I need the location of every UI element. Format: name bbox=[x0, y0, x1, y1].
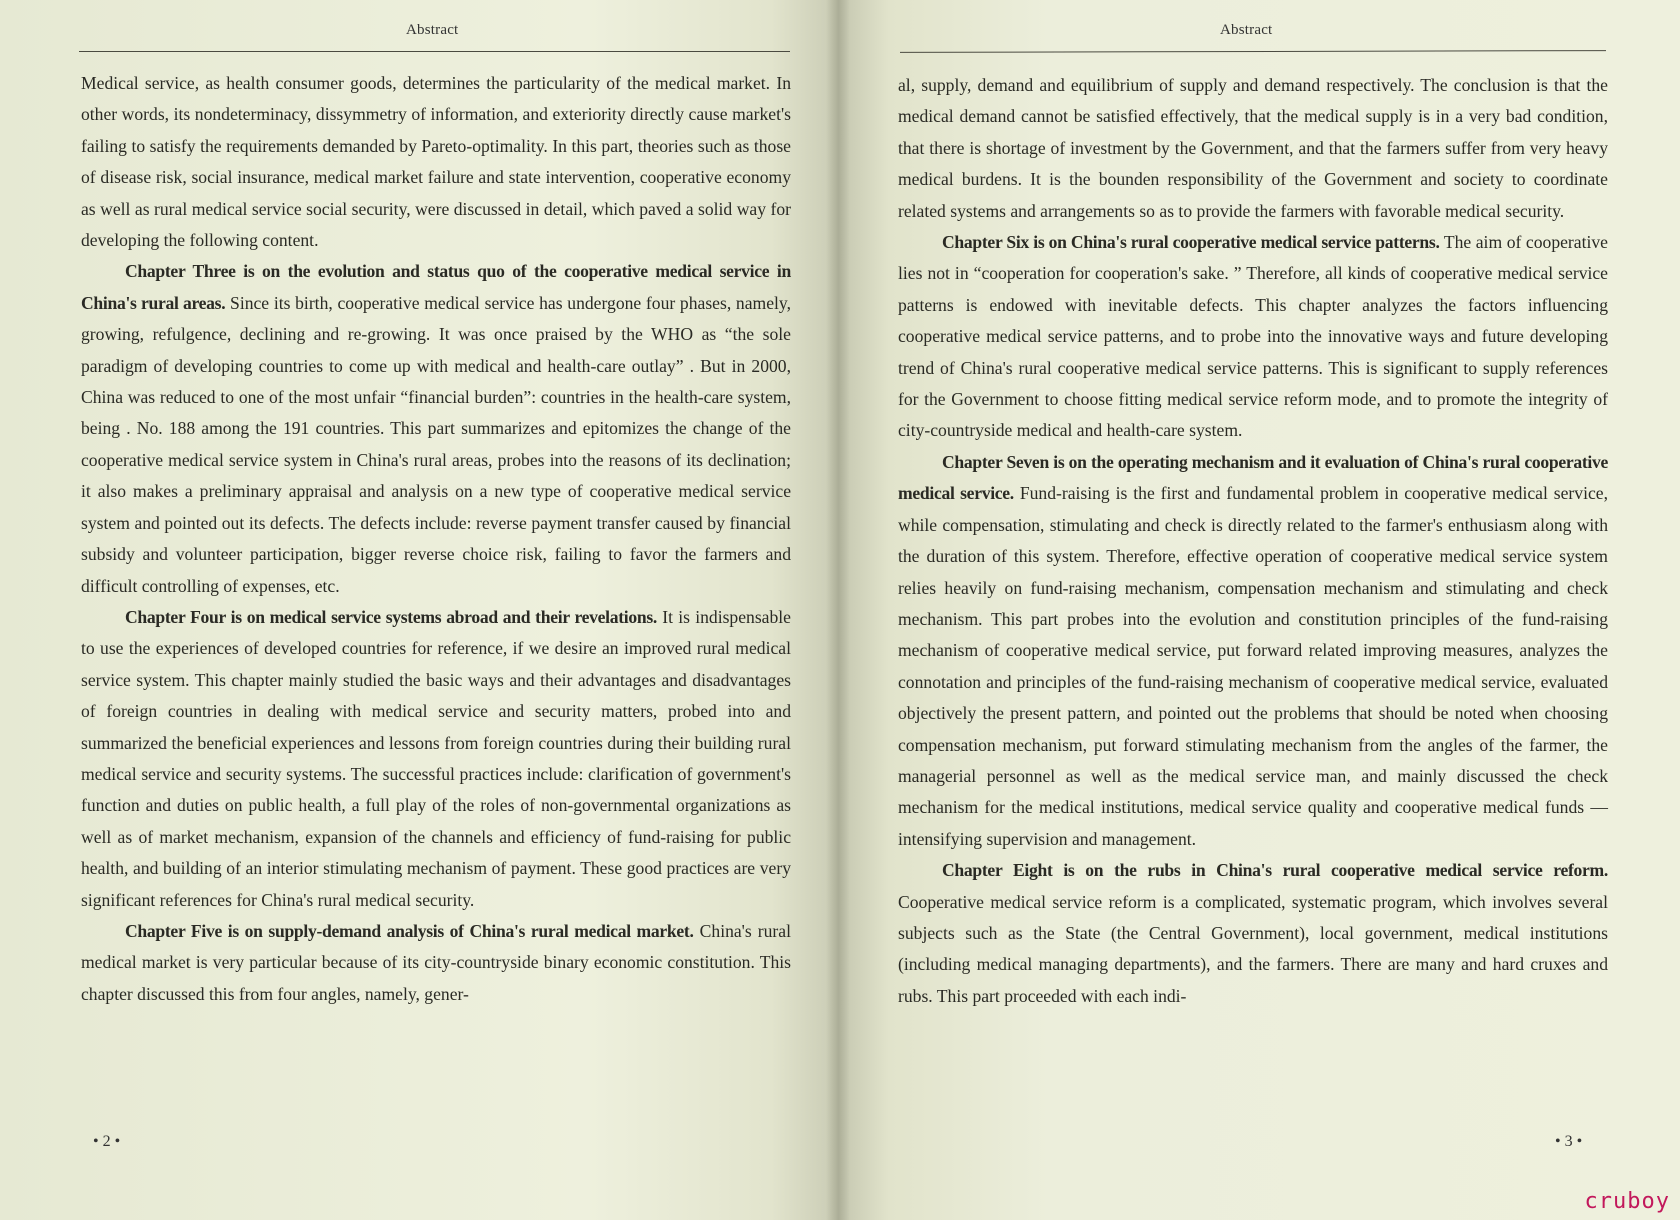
page-number: • 2 • bbox=[93, 1133, 121, 1150]
paragraph bbox=[81, 916, 791, 1010]
body-text bbox=[81, 68, 791, 1010]
paragraph bbox=[81, 602, 791, 916]
running-head: Abstract bbox=[406, 22, 459, 38]
header-rule bbox=[900, 50, 1606, 53]
paragraph-text: Cooperative medical service reform is a complicated, systematic program, which involves several subjects such as the State (the Central Government), local government, medical institutions (including medical managing departments), and the farmers. There are many and hard cruxes and rubs. This part proceeded with each indi- bbox=[898, 891, 1608, 1006]
paragraph bbox=[898, 70, 1608, 227]
book-gutter bbox=[826, 0, 850, 1220]
page-number: • 3 • bbox=[1555, 1133, 1583, 1150]
chapter-heading: Chapter Four is on medical service systems abroad and their revelations. bbox=[125, 606, 658, 627]
header-rule bbox=[79, 51, 790, 52]
paragraph-text: al, supply, demand and equilibrium of supply and demand respectively. The conclusion is that the medical demand cannot be satisfied effectively, that the medical supply is in a very bad condition, that there is shortage of investment by the Government, and that the farmers suffer from very heavy medical burdens. It is the bounden responsibility of the Government and society to coordinate related systems and arrangements so as to provide the farmers with favorable medical security. bbox=[898, 75, 1608, 221]
paragraph bbox=[81, 256, 791, 601]
paragraph-text: It is indispensable to use the experiences of developed countries for reference, if we desire an improved rural medical service system. This chapter mainly studied the basic ways and their advantages and disadvantages of foreign countries in dealing with medical service and security matters, probed into and summarized the beneficial experiences and lessons from foreign countries during their building rural medical service and security systems. The successful practices include: clarification of government's function and duties on public health, a full play of the roles of non-governmental organizations as well as of market mechanism, expansion of the channels and efficiency of fund-raising for public health, and building of an interior stimulating mechanism of payment. These good practices are very significant references for China's rural medical security. bbox=[81, 606, 791, 910]
paragraph-text: Fund-raising is the first and fundamental problem in cooperative medical service, while compensation, stimulating and check is directly related to the farmer's enthusiasm along with the duration of this system. Therefore, effective operation of cooperative medical service system relies heavily on fund-raising mechanism, compensation mechanism and stimulating and check mechanism. This part probes into the evolution and constitution principles of the fund-raising mechanism of cooperative medical service, put forward related improving measures, analyzes the connotation and principles of the fund-raising mechanism of cooperative medical service, evaluated objectively the present pattern, and pointed out the problems that should be noted when choosing compensation mechanism, put forward stimulating mechanism from the angles of the farmer, the managerial personnel as well as the medical service man, and mainly discussed the check mechanism for the medical institutions, medical service quality and cooperative medical funds — intensifying supervision and management. bbox=[898, 483, 1608, 849]
paragraph-text: The aim of cooperative lies not in “cooperation for cooperation's sake. ” Therefore, all kinds of cooperative medical service patterns is endowed with inevitable defects. This chapter analyzes the factors influencing cooperative medical service patterns, and to probe into the innovative ways and future developing trend of China's rural cooperative medical service patterns. This is significant to supply references for the Government to choose fitting medical service reform mode, and to promote the integrity of city-countryside medical and health-care system. bbox=[898, 232, 1608, 441]
chapter-heading: Chapter Three is on the evolution and status quo of the cooperative medical service in China's rural areas. bbox=[81, 261, 791, 313]
right-page bbox=[838, 0, 1680, 1220]
paragraph-text: Medical service, as health consumer goods, determines the particularity of the medical market. In other words, its nondeterminacy, dissymmetry of information, and exteriority directly cause market's failing to satisfy the requirements demanded by Pareto-optimality. In this part, theories such as those of disease risk, social insurance, medical market failure and state intervention, cooperative economy as well as rural medical service social security, were discussed in detail, which paved a solid way for developing the following content. bbox=[81, 73, 791, 251]
body-text bbox=[898, 70, 1608, 1012]
paragraph bbox=[898, 447, 1608, 855]
paragraph-text: China's rural medical market is very particular because of its city-countryside binary economic constitution. This chapter discussed this from four angles, namely, gener- bbox=[81, 920, 791, 1004]
paragraph bbox=[81, 68, 791, 256]
running-head: Abstract bbox=[1220, 22, 1273, 38]
paragraph bbox=[898, 227, 1608, 447]
chapter-heading: Chapter Eight is on the rubs in China's rural cooperative medical service reform. bbox=[942, 860, 1608, 881]
left-page bbox=[0, 0, 838, 1220]
chapter-heading: Chapter Six is on China's rural cooperative medical service patterns. bbox=[942, 232, 1440, 253]
chapter-heading: Chapter Seven is on the operating mechanism and it evaluation of China's rural cooperative medical service. bbox=[898, 451, 1608, 504]
watermark: cruboy bbox=[1584, 1189, 1670, 1214]
paragraph-text: Since its birth, cooperative medical service has undergone four phases, namely, growing, refulgence, declining and re-growing. It was once praised by the WHO as “the sole paradigm of developing countries to come up with medical and health-care outlay” . But in 2000, China was reduced to one of the most unfair “financial burden”: countries in the health-care system, being . No. 188 among the 191 countries. This part summarizes and epitomizes the change of the cooperative medical service system in China's rural areas, probes into the reasons of its declination; it also makes a preliminary appraisal and analysis on a new type of cooperative medical service system and pointed out its defects. The defects include: reverse payment transfer caused by financial subsidy and volunteer participation, bigger reverse choice risk, failing to favor the farmers and difficult controlling of expenses, etc. bbox=[81, 292, 791, 596]
chapter-heading: Chapter Five is on supply-demand analysis of China's rural medical market. bbox=[125, 920, 694, 941]
paragraph bbox=[898, 855, 1608, 1012]
